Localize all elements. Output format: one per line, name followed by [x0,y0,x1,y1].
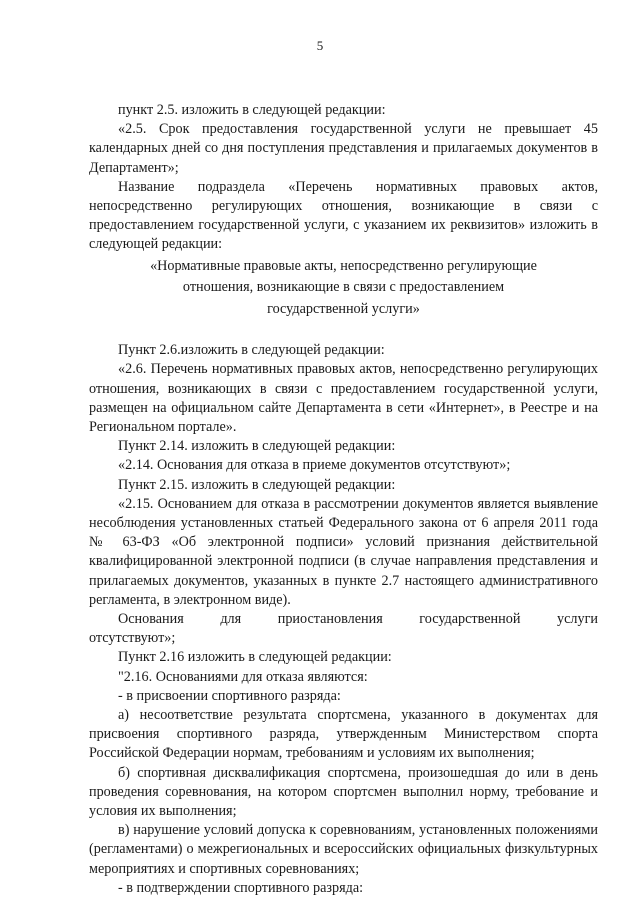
word: приостановления [277,610,383,627]
paragraph: «2.14. Основания для отказа в приеме документов отсутствуют»; [118,457,511,474]
paragraph: пункт 2.5. изложить в следующей редакции: [118,102,386,118]
heading-line: государственной услуги» [267,300,420,317]
blank-line [89,320,598,341]
paragraph: «2.5. Срок предоставления государственной услуги не превышает 45 календарных дней со дня поступления представления и прилагаемых документов в Департамент»; [89,121,598,176]
paragraph: Пункт 2.16 изложить в следующей редакции: [118,649,392,666]
page-number: 5 [316,38,324,53]
spread-paragraph [89,610,598,648]
paragraph: б) спортивная дисквалификация спортсмена, произошедшая до или в день проведения соревнования, на котором спортсмен выполнил норму, требование и условия их выполнения; [89,764,598,819]
word: для [220,610,242,627]
heading-line: «Нормативные правовые акты, непосредственно регулирующие [150,257,537,274]
paragraph: - в подтверждении спортивного разряда: [118,879,364,896]
spread-tail: отсутствуют»; [89,630,176,647]
paragraph: Пункт 2.6.изложить в следующей редакции: [118,342,385,359]
word: Основания [118,610,184,627]
spread-line [89,610,598,629]
document-body [89,101,598,898]
paragraph: Пункт 2.14. изложить в следующей редакции: [118,438,396,455]
paragraph: "2.16. Основаниями для отказа являются: [118,668,368,685]
paragraph: Название подраздела «Перечень нормативных правовых актов, непосредственно регулирующих отношения, возникающие в связи с предоставлением государственной услуги, с указанием их реквизитов» изложить в следующей редакции: [89,178,598,253]
word: государственной [419,610,521,627]
paragraph: «2.6. Перечень нормативных правовых актов, непосредственно регулирующих отношения, возникающих в связи с предоставлением государственной услуги, размещен на официальном сайте Департамента в сети «Интернет», в Реестре и на Региональном портале». [89,361,598,435]
paragraph: а) несоответствие результата спортсмена, указанного в документах для присвоения спортивного разряда, утвержденным Министерством спорта Российской Федерации нормам, требованиям и условиям их выполнения; [89,706,598,762]
paragraph: «2.15. Основанием для отказа в рассмотрении документов является выявление несоблюдения установленных статьей Федерального закона от 6 апреля 2011 года № 63-ФЗ «Об электронной подписи» условий признания действительной квалифицированной электронной подписи (в случае направления представления и прилагаемых документов, указанных в пункте 2.7 настоящего административного регламента, в электронном виде). [89,495,598,608]
heading-line: отношения, возникающие в связи с предоставлением [182,279,505,296]
centered-heading [89,256,598,321]
word: услуги [557,610,598,627]
paragraph: Пункт 2.15. изложить в следующей редакции: [118,476,396,493]
paragraph: в) нарушение условий допуска к соревнованиям, установленных положениями (регламентами) о межрегиональных и всероссийских официальных физкультурных мероприятиях и спортивных соревнованиях; [89,822,598,877]
paragraph: - в присвоении спортивного разряда: [118,687,341,704]
